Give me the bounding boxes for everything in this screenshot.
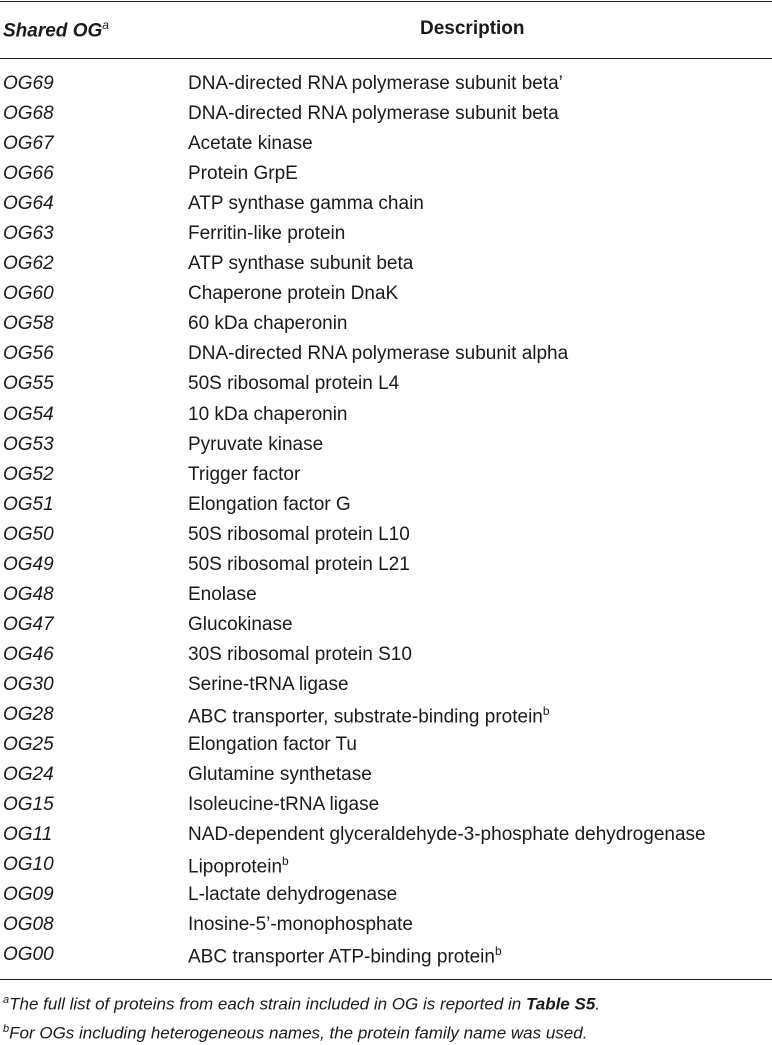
footnote-a-table-ref: Table S5: [525, 994, 596, 1014]
description-cell: [188, 253, 413, 275]
description-cell: [188, 764, 372, 786]
og-id-cell: OG11: [3, 824, 53, 846]
description-cell: [188, 103, 559, 125]
description-cell: [188, 434, 323, 456]
og-id-cell: OG08: [3, 914, 54, 936]
description-text: ATP synthase subunit beta: [188, 253, 414, 275]
description-text: Lipoprotein: [188, 856, 283, 878]
description-cell: [188, 584, 257, 606]
description-text: DNA-directed RNA polymerase subunit alpha: [188, 343, 569, 365]
table-header: [0, 0, 772, 58]
description-cell: [188, 944, 502, 968]
table-row: [0, 220, 772, 250]
description-cell: [188, 704, 550, 728]
description-cell: [188, 73, 563, 95]
description-text: 30S ribosomal protein S10: [188, 643, 412, 665]
description-text: Enolase: [188, 583, 257, 605]
og-id-cell: OG51: [3, 493, 54, 515]
description-cell: [188, 223, 345, 245]
table-row: [0, 641, 772, 671]
description-cell: [188, 644, 412, 666]
description-text: Ferritin-like protein: [188, 223, 346, 245]
description-cell: [188, 313, 348, 335]
description-cell: [188, 163, 298, 185]
description-text: 10 kDa chaperonin: [188, 403, 348, 425]
table-row: [0, 370, 772, 400]
description-cell: [188, 133, 313, 155]
footnote-a: [3, 988, 772, 1017]
description-text: ABC transporter ATP-binding protein: [188, 946, 495, 968]
og-id-cell: OG64: [3, 193, 54, 215]
description-text: Acetate kinase: [188, 133, 313, 155]
description-text: DNA-directed RNA polymerase subunit beta’: [188, 73, 563, 94]
footnote-b-marker: b: [3, 1022, 10, 1035]
description-cell: [188, 494, 351, 516]
table-row: [0, 701, 772, 731]
description-footnote-marker: b: [494, 944, 502, 959]
table-row: [0, 100, 772, 130]
table-row: [0, 431, 772, 461]
og-id-cell: OG52: [3, 463, 54, 485]
og-id-cell: OG54: [3, 403, 54, 425]
og-id-cell: OG63: [3, 223, 54, 245]
description-cell: [188, 794, 379, 816]
table-row: [0, 521, 772, 551]
description-cell: [188, 914, 413, 936]
table-row: [0, 911, 772, 941]
og-id-cell: OG47: [3, 613, 54, 635]
footnote-a-end: .: [595, 994, 601, 1014]
table-row: [0, 491, 772, 521]
table-row: [0, 851, 772, 881]
description-cell: [188, 343, 568, 365]
description-text: Trigger factor: [188, 463, 301, 485]
description-text: Glutamine synthetase: [188, 764, 372, 786]
description-text: Glucokinase: [188, 613, 293, 635]
description-footnote-marker: b: [542, 703, 550, 718]
og-id-cell: OG68: [3, 103, 54, 125]
description-text: Elongation factor Tu: [188, 734, 357, 756]
description-cell: [188, 674, 349, 696]
og-id-cell: OG09: [3, 884, 54, 906]
table-row: [0, 791, 772, 821]
description-cell: [188, 614, 293, 636]
table-row: [0, 821, 772, 851]
footnote-a-text: The full list of proteins from each strain included in OG is reported in: [9, 994, 526, 1014]
og-id-cell: OG25: [3, 734, 54, 756]
table-row: [0, 761, 772, 791]
table-row: [0, 941, 772, 971]
table-row: [0, 581, 772, 611]
description-footnote-marker: b: [282, 854, 289, 869]
description-text: ABC transporter, substrate-binding protein: [188, 706, 543, 728]
table-row: [0, 160, 772, 190]
footnote-a-marker: a: [3, 994, 10, 1006]
table-row: [0, 461, 772, 491]
description-cell: [188, 464, 300, 486]
description-text: Serine-tRNA ligase: [188, 673, 349, 695]
table-row: [0, 250, 772, 280]
table-row: [0, 70, 772, 100]
table-row: [0, 611, 772, 641]
og-id-cell: OG49: [3, 553, 54, 575]
description-cell: [188, 554, 410, 576]
description-text: Pyruvate kinase: [188, 433, 324, 455]
description-cell: [188, 524, 410, 546]
table-row: [0, 280, 772, 310]
og-id-cell: OG28: [3, 703, 54, 725]
description-text: Elongation factor G: [188, 493, 351, 515]
table-row: [0, 401, 772, 431]
description-cell: [188, 404, 348, 426]
og-id-cell: OG55: [3, 373, 54, 395]
table-row: [0, 310, 772, 340]
description-cell: [188, 734, 357, 756]
og-id-cell: OG48: [3, 583, 54, 605]
og-id-cell: OG56: [3, 343, 54, 365]
header-description: Description: [420, 18, 525, 39]
description-text: ATP synthase gamma chain: [188, 193, 424, 215]
og-id-cell: OG67: [3, 133, 54, 155]
og-id-cell: OG69: [3, 73, 54, 94]
og-id-cell: OG50: [3, 523, 54, 545]
description-cell: [188, 824, 706, 846]
description-cell: [188, 283, 398, 305]
description-cell: [188, 854, 289, 878]
table-row: [0, 731, 772, 761]
description-text: 50S ribosomal protein L10: [188, 523, 410, 545]
table-body: [0, 70, 772, 971]
description-text: 50S ribosomal protein L21: [188, 553, 410, 575]
description-text: 60 kDa chaperonin: [188, 313, 348, 335]
footnote-b-text: For OGs including heterogeneous names, the protein family name was used.: [9, 1023, 588, 1043]
table-bottom-rule: [0, 979, 772, 980]
og-id-cell: OG00: [3, 944, 54, 966]
table-footnotes: [3, 988, 772, 1045]
footnote-b: [3, 1017, 772, 1045]
header-shared-og: [3, 18, 109, 42]
og-id-cell: OG30: [3, 673, 54, 695]
description-text: Isoleucine-tRNA ligase: [188, 794, 380, 816]
header-footnote-marker: a: [102, 18, 109, 32]
og-id-cell: OG60: [3, 283, 54, 305]
table-row: [0, 130, 772, 160]
og-id-cell: OG53: [3, 433, 54, 455]
table-row: [0, 881, 772, 911]
og-id-cell: OG46: [3, 643, 54, 665]
og-id-cell: OG24: [3, 764, 54, 786]
description-text: Inosine-5’-monophosphate: [188, 914, 413, 936]
table-row: [0, 340, 772, 370]
og-id-cell: OG15: [3, 794, 54, 816]
description-text: DNA-directed RNA polymerase subunit beta: [188, 103, 559, 125]
table-row: [0, 551, 772, 581]
description-cell: [188, 884, 397, 906]
description-cell: [188, 193, 424, 215]
og-id-cell: OG58: [3, 313, 54, 335]
og-id-cell: OG62: [3, 253, 54, 275]
description-text: L-lactate dehydrogenase: [188, 884, 398, 906]
table-header-rule: [0, 58, 772, 59]
table-row: [0, 190, 772, 220]
og-id-cell: OG66: [3, 163, 54, 185]
description-text: 50S ribosomal protein L4: [188, 373, 400, 395]
header-shared-og-label: Shared OG: [3, 20, 103, 42]
table-row: [0, 671, 772, 701]
og-id-cell: OG10: [3, 854, 54, 876]
description-cell: [188, 373, 399, 395]
description-text: Protein GrpE: [188, 163, 298, 185]
description-text: Chaperone protein DnaK: [188, 283, 399, 305]
description-text: NAD-dependent glyceraldehyde-3-phosphate dehydrogenase: [188, 824, 706, 846]
